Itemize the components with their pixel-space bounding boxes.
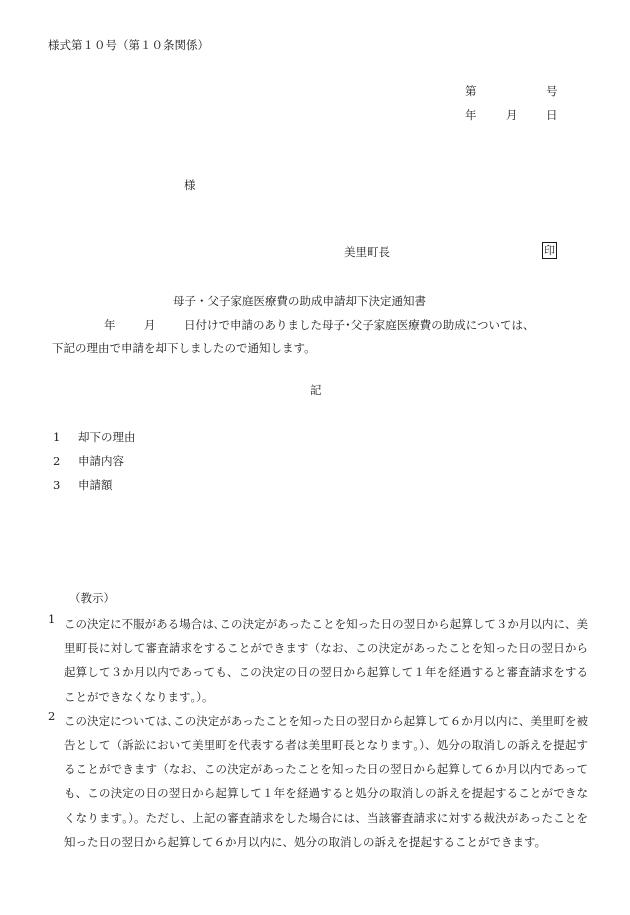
instruction-number: 1 [48,612,56,626]
body-line-2: 下記の理由で申請を却下しましたので通知します。 [52,341,316,355]
seal-mark: 印 [544,244,555,257]
date-year: 年 [465,108,477,122]
list-item-number: 2 [53,454,61,468]
date-month: 月 [506,108,518,122]
addressee-honorific: 様 [184,178,196,192]
list-item-label: 却下の理由 [78,430,136,444]
instruction-number: 2 [48,708,56,723]
list-item-label: 申請内容 [78,454,124,468]
list-item-label: 申請額 [78,478,113,492]
instruction-heading: （教示） [69,591,115,605]
document-title: 母子・父子家庭医療費の助成申請却下決定通知書 [173,294,426,308]
instruction-list [48,612,588,854]
instruction-item [48,709,588,854]
instruction-text: この決定については､この決定があったことを知った日の翌日から起算して６か月以内に、美里町を被告として（訴訟において美里町を代表する者は美里町長となります｡）、処分の取消しの訴えを提起することができます（なお、この決定があったことを知った日の翌日から起算して６か月以内であっても、この決定の日の翌日から起算して１年を経過すると処分の取消しの訴えを提起することができなくなります｡）。ただし、上記の審査請求をした場合には、当該審査請求に対する裁決があったことを知った日の翌日から起算して６か月以内に、処分の取消しの訴えを提起することができます。 [64,713,588,849]
doc-number-suffix: 号 [546,84,558,98]
body-year: 年 [104,318,116,332]
body-line1-text: 日付けで申請のありました母子･父子家庭医療費の助成については、 [184,318,535,332]
ki-heading: 記 [310,383,322,397]
date-day: 日 [546,108,558,122]
form-number: 様式第１０号（第１０条関係） [48,38,209,52]
issuer-name: 美里町長 [344,245,390,259]
instruction-text: この決定に不服がある場合は､この決定があったことを知った日の翌日から起算して３か月以内に、美里町長に対して審査請求をすることができます（なお、この決定があったことを知った日の翌日から起算して３か月以内であっても、この決定の日の翌日から起算して１年を経過すると審査請求をすることができなくなります｡）。 [64,617,588,704]
list-item-number: 1 [53,430,61,444]
instruction-item [48,612,588,709]
list-item-number: 3 [53,478,61,492]
doc-number-prefix: 第 [465,84,477,98]
body-month: 月 [144,318,156,332]
